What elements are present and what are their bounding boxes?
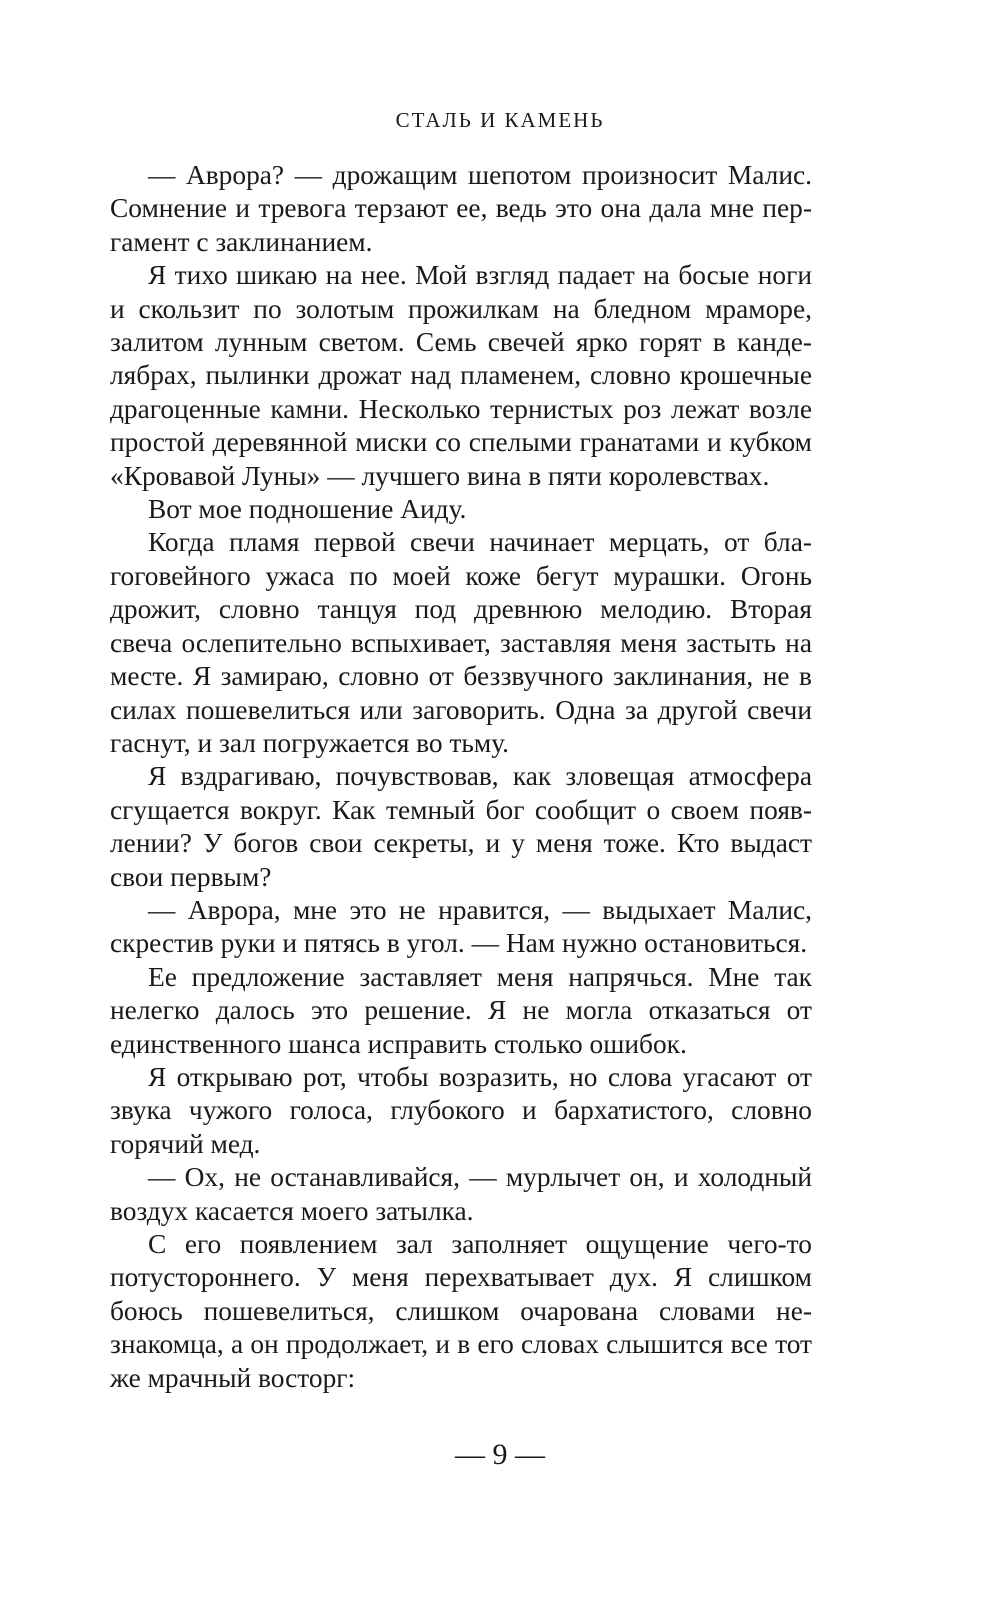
paragraph: Я открываю рот, чтобы возразить, но слова угасают от звука чужого голоса, глубокого и бархатистого, словно горячий мед. <box>110 1061 812 1159</box>
paragraph: Я тихо шикаю на нее. Мой взгляд падает на босые ноги и скользит по золотым прожилкам на бледном мраморе, залитом лунным светом. Семь свечей ярко горят в канделябрах, пылинки дрожат над пламенем, словно крошечные драгоценные камни. Несколько тернистых роз лежат возле простой деревянной миски со спелыми гранатами и кубком «Кровавой Луны» — лучшего вина в пяти королевствах. <box>110 260 812 491</box>
paragraph: Когда пламя первой свечи начинает мерцать, от благоговейного ужаса по моей коже бегут мурашки. Огонь дрожит, словно танцуя под древнюю мелодию. Вторая свеча ослепительно вспыхивает, заставляя меня застыть на месте. Я замираю, словно от беззвучного заклинания, не в силах пошевелиться или заговорить. Одна за другой свечи гаснут, и зал погружается во тьму. <box>110 527 812 758</box>
page-number: — 9 — <box>455 1438 545 1471</box>
running-head: СТАЛЬ И КАМЕНЬ <box>395 108 605 132</box>
paragraph: Вот мое подношение Аиду. <box>148 494 467 525</box>
paragraph: — Аврора, мне это не нравится, — выдыхает Малис, скрестив руки и пятясь в угол. — Нам нужно остановиться. <box>110 894 812 959</box>
paragraph: — Ох, не останавливайся, — мурлычет он, и холодный воздух касается моего затылка. <box>110 1162 812 1226</box>
paragraph: Я вздрагиваю, почувствовав, как зловещая атмосфера сгущается вокруг. Как темный бог сообщит о своем появлении? У богов свои секреты, и у меня тоже. Кто выдаст свои первым? <box>110 761 812 892</box>
paragraph: — Аврора? — дрожащим шепотом произносит Малис. Сомнение и тревога терзают ее, ведь это она дала мне пергамент с заклинанием. <box>110 160 812 257</box>
body-text <box>110 159 812 1395</box>
paragraph: С его появлением зал заполняет ощущение чего-то потустороннего. У меня перехватывает дух. Я слишком боюсь пошевелиться, слишком очарована словами незнакомца, а он продолжает, и в его словах слышится все тот же мрачный восторг: <box>110 1229 812 1393</box>
paragraph: Ее предложение заставляет меня напрячься. Мне так нелегко далось это решение. Я не могла отказаться от единственного шанса исправить столько ошибок. <box>110 961 812 1059</box>
